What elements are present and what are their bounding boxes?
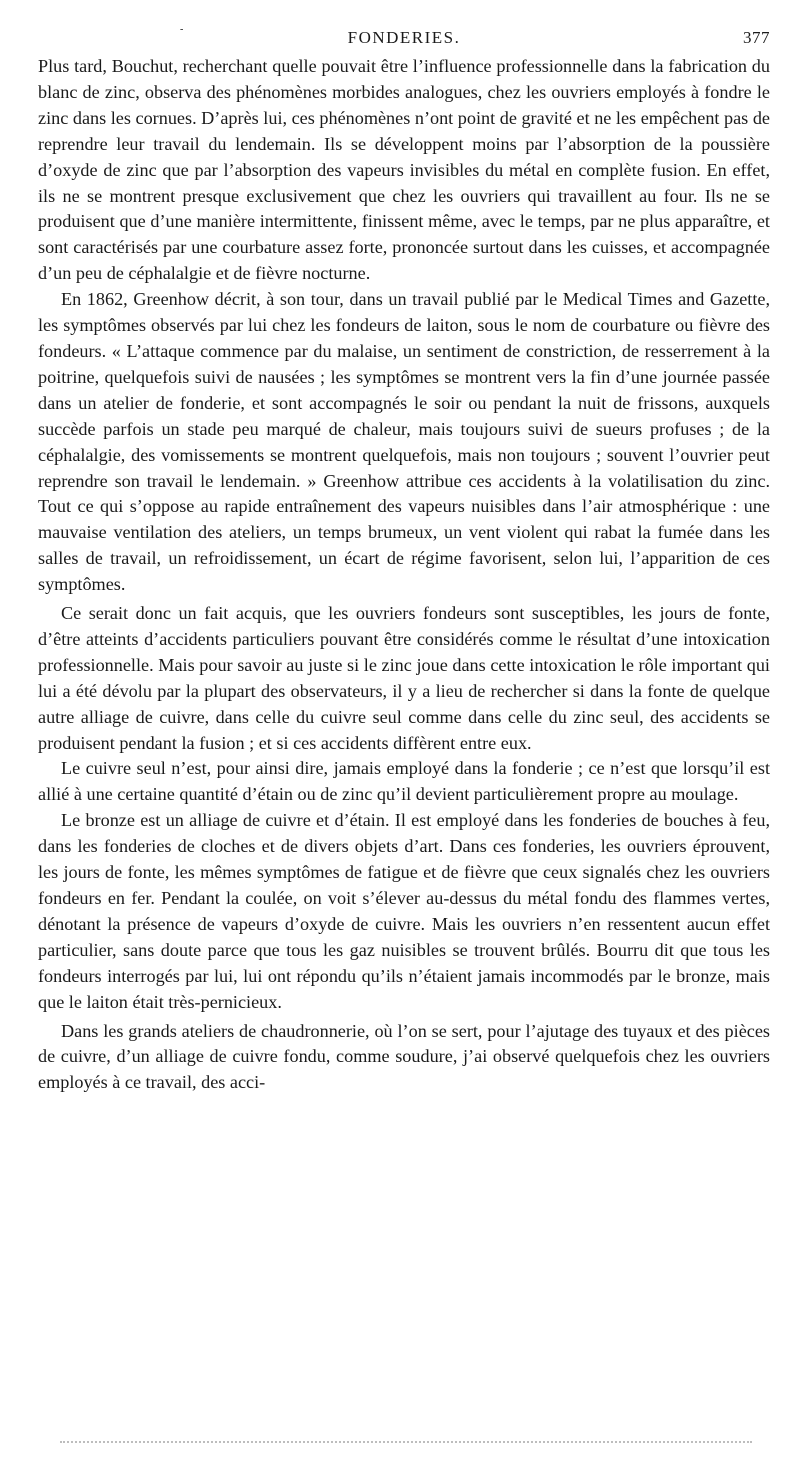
paragraph-4: Le cuivre seul n’est, pour ainsi dire, jamais employé dans la fonderie ; ce n’est que lorsqu’il est allié à une certaine quantité d’étain ou de zinc qu’il devient particulièrement propre au moulage. — [38, 758, 770, 805]
paragraph-2: En 1862, Greenhow décrit, à son tour, dans un travail publié par le Medical Times and Gazette, les symptômes observés par lui chez les fondeurs de laiton, sous le nom de courbature ou fièvre des fondeurs. « L’attaque commence par du malaise, un sentiment de constriction, de resserrement à la poitrine, quelquefois suivi de nausées ; les symptômes se montrent vers la fin d’une journée passée dans un atelier de fonderie, et sont accompagnés le soir ou pendant la nuit de frissons, auxquels succède parfois un stade peu marqué de chaleur, mais toujours suivi de sueurs profuses ; de la céphalalgie, des vomissements se montrent quelquefois, mais non toujours ; souvent l’ouvrier peut reprendre son travail le lendemain. » Greenhow attribue ces accidents à la volatilisation du zinc. Tout ce qui s’oppose au rapide entraînement des vapeurs nuisibles dans l’air atmosphérique : une mauvaise ventilation des ateliers, un temps brumeux, un vent violent qui rabat la fumée dans les salles de travail, un refroidissement, un écart de régime favorisent, selon lui, l’apparition de ces symptômes. — [38, 289, 770, 595]
paragraph-1: Plus tard, Bouchut, recherchant quelle pouvait être l’influence professionnelle dans la fabrication du blanc de zinc, observa des phénomènes morbides analogues, chez les ouvriers employés à fondre le zinc dans les cornues. D’après lui, ces phénomènes n’ont point de gravité et ne les empêchent pas de reprendre leur travail du lendemain. Ils se développent moins par l’absorption de la poussière d’oxyde de zinc que par l’absorption des vapeurs invisibles du métal en complète fusion. En effet, ils ne se montrent presque exclusivement que chez les ouvriers qui travaillent au four. Ils ne se produisent que d’une manière intermittente, finissent même, avec le temps, par ne plus apparaître, et sont caractérisés par une courbature assez forte, prononcée surtout dans les cuisses, et accompagnée d’un peu de céphalalgie et de fièvre nocturne. — [38, 56, 770, 284]
header-mark: - — [180, 24, 185, 35]
chapter-title: FONDERIES. — [347, 28, 461, 47]
page-number: 377 — [743, 28, 770, 47]
bottom-dotted-rule — [60, 1441, 752, 1443]
paragraph-3: Ce serait donc un fait acquis, que les ouvriers fondeurs sont susceptibles, les jours de fonte, d’être atteints d’accidents particuliers pouvant être considérés comme le résultat d’une intoxication professionnelle. Mais pour savoir au juste si le zinc joue dans cette intoxication le rôle important qui lui a été dévolu par la plupart des observateurs, il y a lieu de rechercher si dans la fonte de quelque autre alliage de cuivre, dans celle du cuivre seul comme dans celle du zinc seul, des accidents se produisent pendant la fusion ; et si ces accidents diffèrent entre eux. — [38, 603, 770, 753]
paragraph-5: Le bronze est un alliage de cuivre et d’étain. Il est employé dans les fonderies de bouches à feu, dans les fonderies de cloches et de divers objets d’art. Dans ces fonderies, les ouvriers éprouvent, les jours de fonte, les mêmes symptômes de fatigue et de fièvre que ceux signalés chez les ouvriers fondeurs en fer. Pendant la coulée, on voit s’élever au-dessus du métal fondu des flammes vertes, dénotant la présence de vapeurs d’oxyde de cuivre. Mais les ouvriers n’en ressentent aucun effet particulier, sans doute parce que tous les gaz nuisibles se trouvent brûlés. Bourru dit que tous les fondeurs interrogés par lui, lui ont répondu qu’ils n’étaient jamais incommodés par le bronze, mais que le laiton était très-pernicieux. — [38, 810, 770, 1012]
paragraph-6: Dans les grands ateliers de chaudronnerie, où l’on se sert, pour l’ajutage des tuyaux et des pièces de cuivre, d’un alliage de cuivre fondu, comme soudure, j’ai observé quelquefois chez les ouvriers employés à ce travail, des acci- — [38, 1020, 770, 1093]
book-page — [38, 24, 770, 1096]
running-header — [38, 24, 770, 54]
body-text — [38, 54, 770, 1096]
